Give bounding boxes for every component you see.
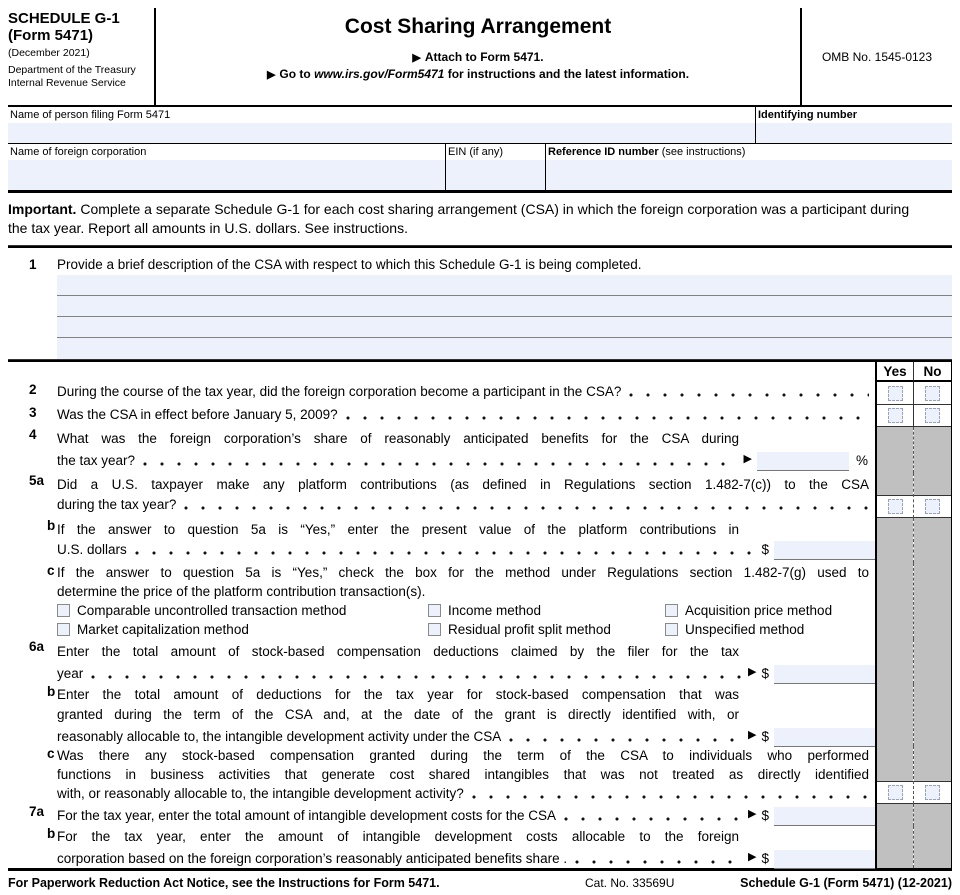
reference-id-cell [545, 144, 952, 190]
important-note: Important. Complete a separate Schedule G-1 for each cost sharing arrangement (CSA) in which the foreign corporation was a participant during the tax year. Report all amounts in U.S. dollars. See instructions. [8, 201, 910, 236]
question-4-number: 4 [29, 427, 37, 442]
method-income-label: Income method [448, 603, 542, 618]
q6c-no-checkbox[interactable] [925, 785, 940, 800]
question-6a-number: 6a [29, 639, 45, 654]
agency-line-2: Internal Revenue Service [8, 76, 126, 89]
reference-id-label: Reference ID number (see instructions) [548, 146, 746, 158]
corporation-name-cell [8, 144, 445, 190]
dollar-sign: $ [761, 851, 769, 866]
omb-number: OMB No. 1545-0123 [800, 8, 952, 105]
shaded-cell [877, 473, 913, 495]
filer-name-cell [8, 107, 755, 143]
question-5c-row: c If the answer to question 5a is “Yes,” check the box for the method under Regulations section 1.482-7(g) used to determine the price of the platform contribution transaction(s). Comparable uncontrolled transaction method Income method Acquisition price method Market capitalization method Residual profit split method Unspecified method [8, 563, 952, 639]
shaded-cell [877, 804, 913, 826]
question-7a-row [8, 804, 952, 826]
question-5a-number: 5a [29, 473, 45, 488]
question-7a-number: 7a [29, 804, 45, 819]
dot-leader [563, 816, 742, 822]
shaded-cell [877, 518, 913, 563]
yes-column-header: Yes [877, 362, 913, 382]
question-5a-text: Did a U.S. taxpayer make any platform contributions (as defined in Regulations section 1.482-7(c)) to the CSA [57, 477, 869, 492]
q2-yes-checkbox[interactable] [888, 386, 903, 401]
dot-leader [508, 737, 742, 743]
question-6b-number: b [47, 684, 56, 699]
q5b-present-value-input[interactable] [774, 541, 875, 560]
shaded-cell [914, 518, 951, 563]
revision-date: (December 2021) [8, 47, 90, 59]
dollar-sign: $ [761, 808, 769, 823]
arrowhead-icon: ▶ [748, 808, 757, 820]
q7b-idc-allocable-input[interactable] [774, 850, 875, 869]
no-column-header: No [913, 362, 951, 382]
question-5c-text: If the answer to question 5a is “Yes,” check the box for the method under Regulations section 1.482-7(g) used to [57, 565, 869, 580]
question-4-text: What was the foreign corporation’s share of reasonably anticipated benefits for the CSA during [57, 431, 739, 446]
identifying-number-cell [755, 107, 952, 143]
method-cut-checkbox[interactable] [57, 604, 70, 617]
dollar-sign: $ [761, 542, 769, 557]
question-6c-number: c [47, 746, 55, 761]
identity-row-1 [8, 107, 952, 144]
question-7a-text: For the tax year, enter the total amount of intangible development costs for the CSA [57, 808, 557, 823]
header-center-block [156, 8, 800, 105]
shaded-cell [877, 563, 913, 639]
dot-leader [183, 505, 869, 511]
csa-description-line-1[interactable] [57, 275, 952, 296]
form-number: (Form 5471) [8, 27, 94, 44]
q3-no-checkbox[interactable] [925, 408, 940, 423]
percent-sign: % [855, 453, 868, 468]
shaded-cell [877, 826, 913, 868]
method-cut-label: Comparable uncontrolled transaction method [77, 603, 347, 618]
question-6c-row: c Was there any stock-based compensation granted during the term of the CSA to individuals who performed functions in business activities that generate cost shared intangibles that was not treated as directly identified with, or reasonably allocable to, the intangible development activity? [8, 746, 952, 804]
shaded-cell [877, 684, 913, 746]
irs-url: www.irs.gov/Form5471 [314, 67, 445, 81]
paperwork-notice: For Paperwork Reduction Act Notice, see the Instructions for Form 5471. [8, 876, 440, 890]
question-3-number: 3 [29, 405, 37, 420]
schedule-name: SCHEDULE G-1 [8, 10, 120, 27]
question-6a-text: Enter the total amount of stock-based compensation deductions claimed by the filer for the tax [57, 644, 739, 659]
identity-row-2 [8, 144, 952, 193]
catalog-number: Cat. No. 33569U [585, 876, 675, 890]
shaded-cell [914, 427, 951, 473]
identifying-number-input[interactable] [756, 123, 952, 143]
arrowhead-icon: ▶ [743, 453, 752, 465]
question-7b-number: b [47, 826, 56, 841]
q6a-deductions-input[interactable] [774, 665, 875, 684]
q7a-idc-input[interactable] [774, 807, 875, 826]
question-6c-text: Was there any stock-based compensation granted during the term of the CSA to individuals who performed [57, 748, 869, 763]
form-title: Cost Sharing Arrangement [344, 15, 612, 38]
arrowhead-icon: ▶ [748, 851, 757, 863]
corporation-name-input[interactable] [8, 160, 445, 190]
dot-leader [142, 461, 737, 467]
ein-label: EIN (if any) [448, 146, 504, 158]
ein-cell [445, 144, 545, 190]
goto-instruction: ▶ Go to www.irs.gov/Form5471 for instructions and the latest information. [266, 67, 690, 81]
shaded-cell [877, 639, 913, 684]
method-acquisition-price-label: Acquisition price method [685, 603, 833, 618]
q5a-yes-checkbox[interactable] [888, 499, 903, 514]
attach-instruction: ▶ Attach to Form 5471. [412, 50, 544, 64]
arrowhead-icon: ▶ [266, 69, 276, 81]
shaded-cell [877, 427, 913, 473]
question-5a-row: 5a Did a U.S. taxpayer make any platform contributions (as defined in Regulations section 1.482-7(c)) to the CSA during the tax year? [8, 473, 952, 518]
arrowhead-icon: ▶ [748, 729, 757, 741]
question-6b-text: Enter the total amount of deductions for the tax year for stock-based compensation that was [57, 687, 739, 702]
dot-leader [574, 859, 742, 865]
header-left-block [8, 8, 156, 105]
dot-leader [134, 550, 756, 556]
question-2-row [8, 382, 952, 405]
shaded-cell [914, 473, 951, 495]
q5a-no-checkbox[interactable] [925, 499, 940, 514]
q6c-yes-checkbox[interactable] [888, 785, 903, 800]
dollar-sign: $ [761, 666, 769, 681]
question-5b-number: b [47, 518, 56, 533]
question-1-text: Provide a brief description of the CSA with respect to which this Schedule G-1 is being completed. [57, 257, 642, 272]
shaded-cell [914, 563, 951, 639]
dot-leader [471, 794, 869, 800]
csa-description-line-4[interactable] [57, 338, 952, 359]
csa-description-line-3[interactable] [57, 317, 952, 338]
question-5b-row: b If the answer to question 5a is “Yes,” enter the present value of the platform contributions in U.S. dollars $ [8, 518, 952, 563]
dot-leader [345, 415, 869, 421]
question-3-text: Was the CSA in effect before January 5, 2009? [57, 407, 338, 422]
q2-no-checkbox[interactable] [925, 386, 940, 401]
arrowhead-icon: ▶ [748, 666, 757, 678]
method-residual-profit-split-label: Residual profit split method [448, 622, 611, 637]
dot-leader [90, 674, 742, 680]
question-7b-row: b For the tax year, enter the amount of intangible development costs allocable to the foreign corporation based on the foreign corporation’s reasonably anticipated benefits share . ▶ $ [8, 826, 952, 868]
shaded-cell [877, 746, 913, 781]
question-1 [8, 248, 952, 359]
filer-name-input[interactable] [8, 123, 755, 143]
question-7b-text: For the tax year, enter the amount of intangible development costs allocable to the foreign [57, 829, 739, 844]
q4-rab-share-input[interactable] [757, 452, 849, 471]
csa-description-line-2[interactable] [57, 296, 952, 317]
shaded-cell [914, 746, 951, 781]
question-3-row [8, 405, 952, 427]
reference-id-input[interactable] [546, 160, 952, 190]
question-4-row: 4 What was the foreign corporation’s share of reasonably anticipated benefits for the CSA during the tax year? ▶ % [8, 427, 952, 473]
method-residual-profit-split-checkbox[interactable] [428, 623, 441, 636]
question-6a-row: 6a Enter the total amount of stock-based compensation deductions claimed by the filer for the tax year ▶ $ [8, 639, 952, 684]
method-market-cap-checkbox[interactable] [57, 623, 70, 636]
dollar-sign: $ [761, 729, 769, 744]
question-2-number: 2 [29, 382, 37, 397]
question-5b-text: If the answer to question 5a is “Yes,” enter the present value of the platform contributions in [57, 522, 739, 537]
question-1-number: 1 [29, 257, 37, 272]
arrowhead-icon: ▶ [412, 52, 421, 64]
question-6b-row: b Enter the total amount of deductions for the tax year for stock-based compensation that was granted during the term of the CSA and, at the date of the grant is directly identified with, or reasonably allocable to, the intangible development activity under the CSA ▶ $ [8, 684, 952, 746]
q3-yes-checkbox[interactable] [888, 408, 903, 423]
ein-input[interactable] [446, 160, 545, 190]
shaded-cell [914, 804, 951, 826]
form-header [8, 8, 952, 107]
identifying-number-label: Identifying number [758, 109, 857, 121]
form-footer [8, 871, 952, 890]
method-acquisition-price-checkbox[interactable] [665, 604, 678, 617]
question-5c-number: c [47, 563, 55, 578]
question-2-text: During the course of the tax year, did the foreign corporation become a participant in the CSA? [57, 384, 622, 399]
method-unspecified-checkbox[interactable] [665, 623, 678, 636]
shaded-cell [914, 639, 951, 684]
corporation-name-label: Name of foreign corporation [10, 146, 147, 158]
dot-leader [628, 392, 869, 398]
method-unspecified-label: Unspecified method [685, 622, 805, 637]
shaded-cell [914, 684, 951, 746]
agency-line-1: Department of the Treasury [8, 64, 136, 76]
filer-name-label: Name of person filing Form 5471 [10, 109, 171, 121]
method-income-checkbox[interactable] [428, 604, 441, 617]
questions-table [8, 362, 952, 871]
yes-no-header-row [8, 362, 952, 382]
shaded-cell [914, 826, 951, 868]
method-market-cap-label: Market capitalization method [77, 622, 249, 637]
q6b-deductions-input[interactable] [774, 728, 875, 747]
form-id-footer: Schedule G-1 (Form 5471) (12-2021) [740, 876, 952, 890]
